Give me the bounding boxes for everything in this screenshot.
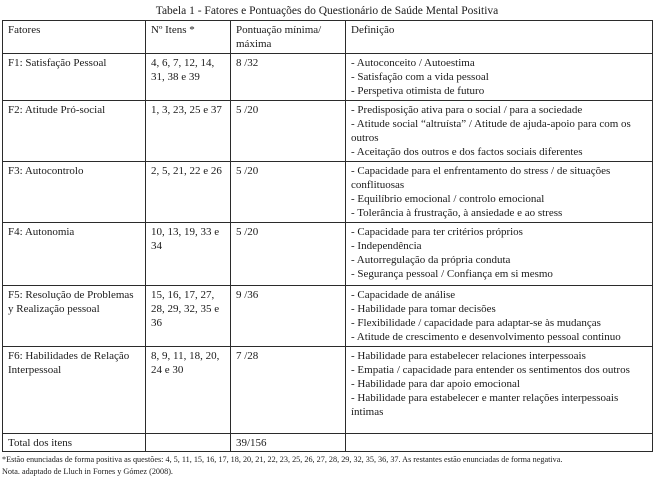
total-label: Total dos itens xyxy=(3,434,146,452)
score-cell: 7 /28 xyxy=(231,347,346,434)
factor-cell: F2: Atitude Pró-social xyxy=(3,101,146,162)
definition-item: - Habilidade para dar apoio emocional xyxy=(351,378,520,390)
factor-cell: F4: Autonomia xyxy=(3,223,146,286)
definition-cell xyxy=(346,54,653,101)
definition-cell xyxy=(346,101,653,162)
items-cell: 2, 5, 21, 22 e 26 xyxy=(146,162,231,223)
score-cell: 9 /36 xyxy=(231,286,346,347)
definition-item: - Atitude de crescimento e desenvolvimento pessoal continuo xyxy=(351,331,621,343)
definition-item: - Predisposição ativa para o social / para a sociedade xyxy=(351,104,583,116)
total-definition xyxy=(346,434,653,452)
definition-item: - Habilidade para estabelecer e manter relações interpessoais íntimas xyxy=(351,392,619,418)
footnote-source-note: Nota. adaptado de Lluch in Fornes y Gómez (2008). xyxy=(2,467,173,476)
header-fatores: Fatores xyxy=(3,21,146,54)
definition-item: - Capacidade para ter critérios próprios xyxy=(351,226,523,238)
total-row xyxy=(3,434,653,452)
table-row xyxy=(3,54,653,101)
definition-item: - Atitude social “altruísta” / Atitude de ajuda-apoio para com os outros xyxy=(351,118,631,144)
definition-item: - Independência xyxy=(351,240,422,252)
score-cell: 8 /32 xyxy=(231,54,346,101)
definition-item: - Perspetiva otimista de futuro xyxy=(351,85,485,97)
definition-item: - Capacidade para el enfrentamento do stress / de situações conflituosas xyxy=(351,165,611,191)
factor-cell: F5: Resolução de Problemas y Realização pessoal xyxy=(3,286,146,347)
definition-item: - Satisfação com a vida pessoal xyxy=(351,71,489,83)
definition-cell xyxy=(346,162,653,223)
definition-item: - Empatia / capacidade para entender os sentimentos dos outros xyxy=(351,364,630,376)
factor-cell: F6: Habilidades de Relação Interpessoal xyxy=(3,347,146,434)
total-items xyxy=(146,434,231,452)
footnote-positive-items: *Estão enunciadas de forma positiva as questões: 4, 5, 11, 15, 16, 17, 18, 20, 21, 22, 23, 25, 26, 27, 28, 29, 32, 35, 36, 37. As restantes estão enunciadas de forma negativa. xyxy=(2,455,563,464)
total-score: 39/156 xyxy=(231,434,346,452)
header-n-itens: Nº Itens * xyxy=(146,21,231,54)
definition-item: - Habilidade para estabelecer relaciones interpessoais xyxy=(351,350,586,362)
items-cell: 4, 6, 7, 12, 14, 31, 38 e 39 xyxy=(146,54,231,101)
definition-cell xyxy=(346,223,653,286)
table-row xyxy=(3,162,653,223)
definition-item: - Segurança pessoal / Confiança em si mesmo xyxy=(351,268,553,280)
score-cell: 5 /20 xyxy=(231,162,346,223)
definition-item: - Autoconceito / Autoestima xyxy=(351,57,475,69)
items-cell: 10, 13, 19, 33 e 34 xyxy=(146,223,231,286)
items-cell: 1, 3, 23, 25 e 37 xyxy=(146,101,231,162)
definition-item: - Flexibilidade / capacidade para adaptar-se às mudanças xyxy=(351,317,601,329)
header-pontuacao: Pontuação mínima/ máxima xyxy=(231,21,346,54)
definition-item: - Tolerância à frustração, à ansiedade e ao stress xyxy=(351,207,563,219)
items-cell: 15, 16, 17, 27, 28, 29, 32, 35 e 36 xyxy=(146,286,231,347)
definition-item: - Autorregulação da própria conduta xyxy=(351,254,511,266)
factors-table xyxy=(2,20,653,452)
table-row xyxy=(3,101,653,162)
definition-item: - Equilíbrio emocional / controlo emocional xyxy=(351,193,545,205)
table-row xyxy=(3,286,653,347)
definition-cell xyxy=(346,286,653,347)
score-cell: 5 /20 xyxy=(231,101,346,162)
definition-item: - Aceitação dos outros e dos factos sociais diferentes xyxy=(351,146,583,158)
items-cell: 8, 9, 11, 18, 20, 24 e 30 xyxy=(146,347,231,434)
header-definicao: Definição xyxy=(346,21,653,54)
factor-cell: F1: Satisfação Pessoal xyxy=(3,54,146,101)
table-row xyxy=(3,347,653,434)
definition-item: - Habilidade para tomar decisões xyxy=(351,303,496,315)
definition-cell xyxy=(346,347,653,434)
table-row xyxy=(3,223,653,286)
score-cell: 5 /20 xyxy=(231,223,346,286)
definition-item: - Capacidade de análise xyxy=(351,289,456,301)
table-header-row xyxy=(3,21,653,54)
table-caption: Tabela 1 - Fatores e Pontuações do Questionário de Saúde Mental Positiva xyxy=(155,5,499,17)
factor-cell: F3: Autocontrolo xyxy=(3,162,146,223)
